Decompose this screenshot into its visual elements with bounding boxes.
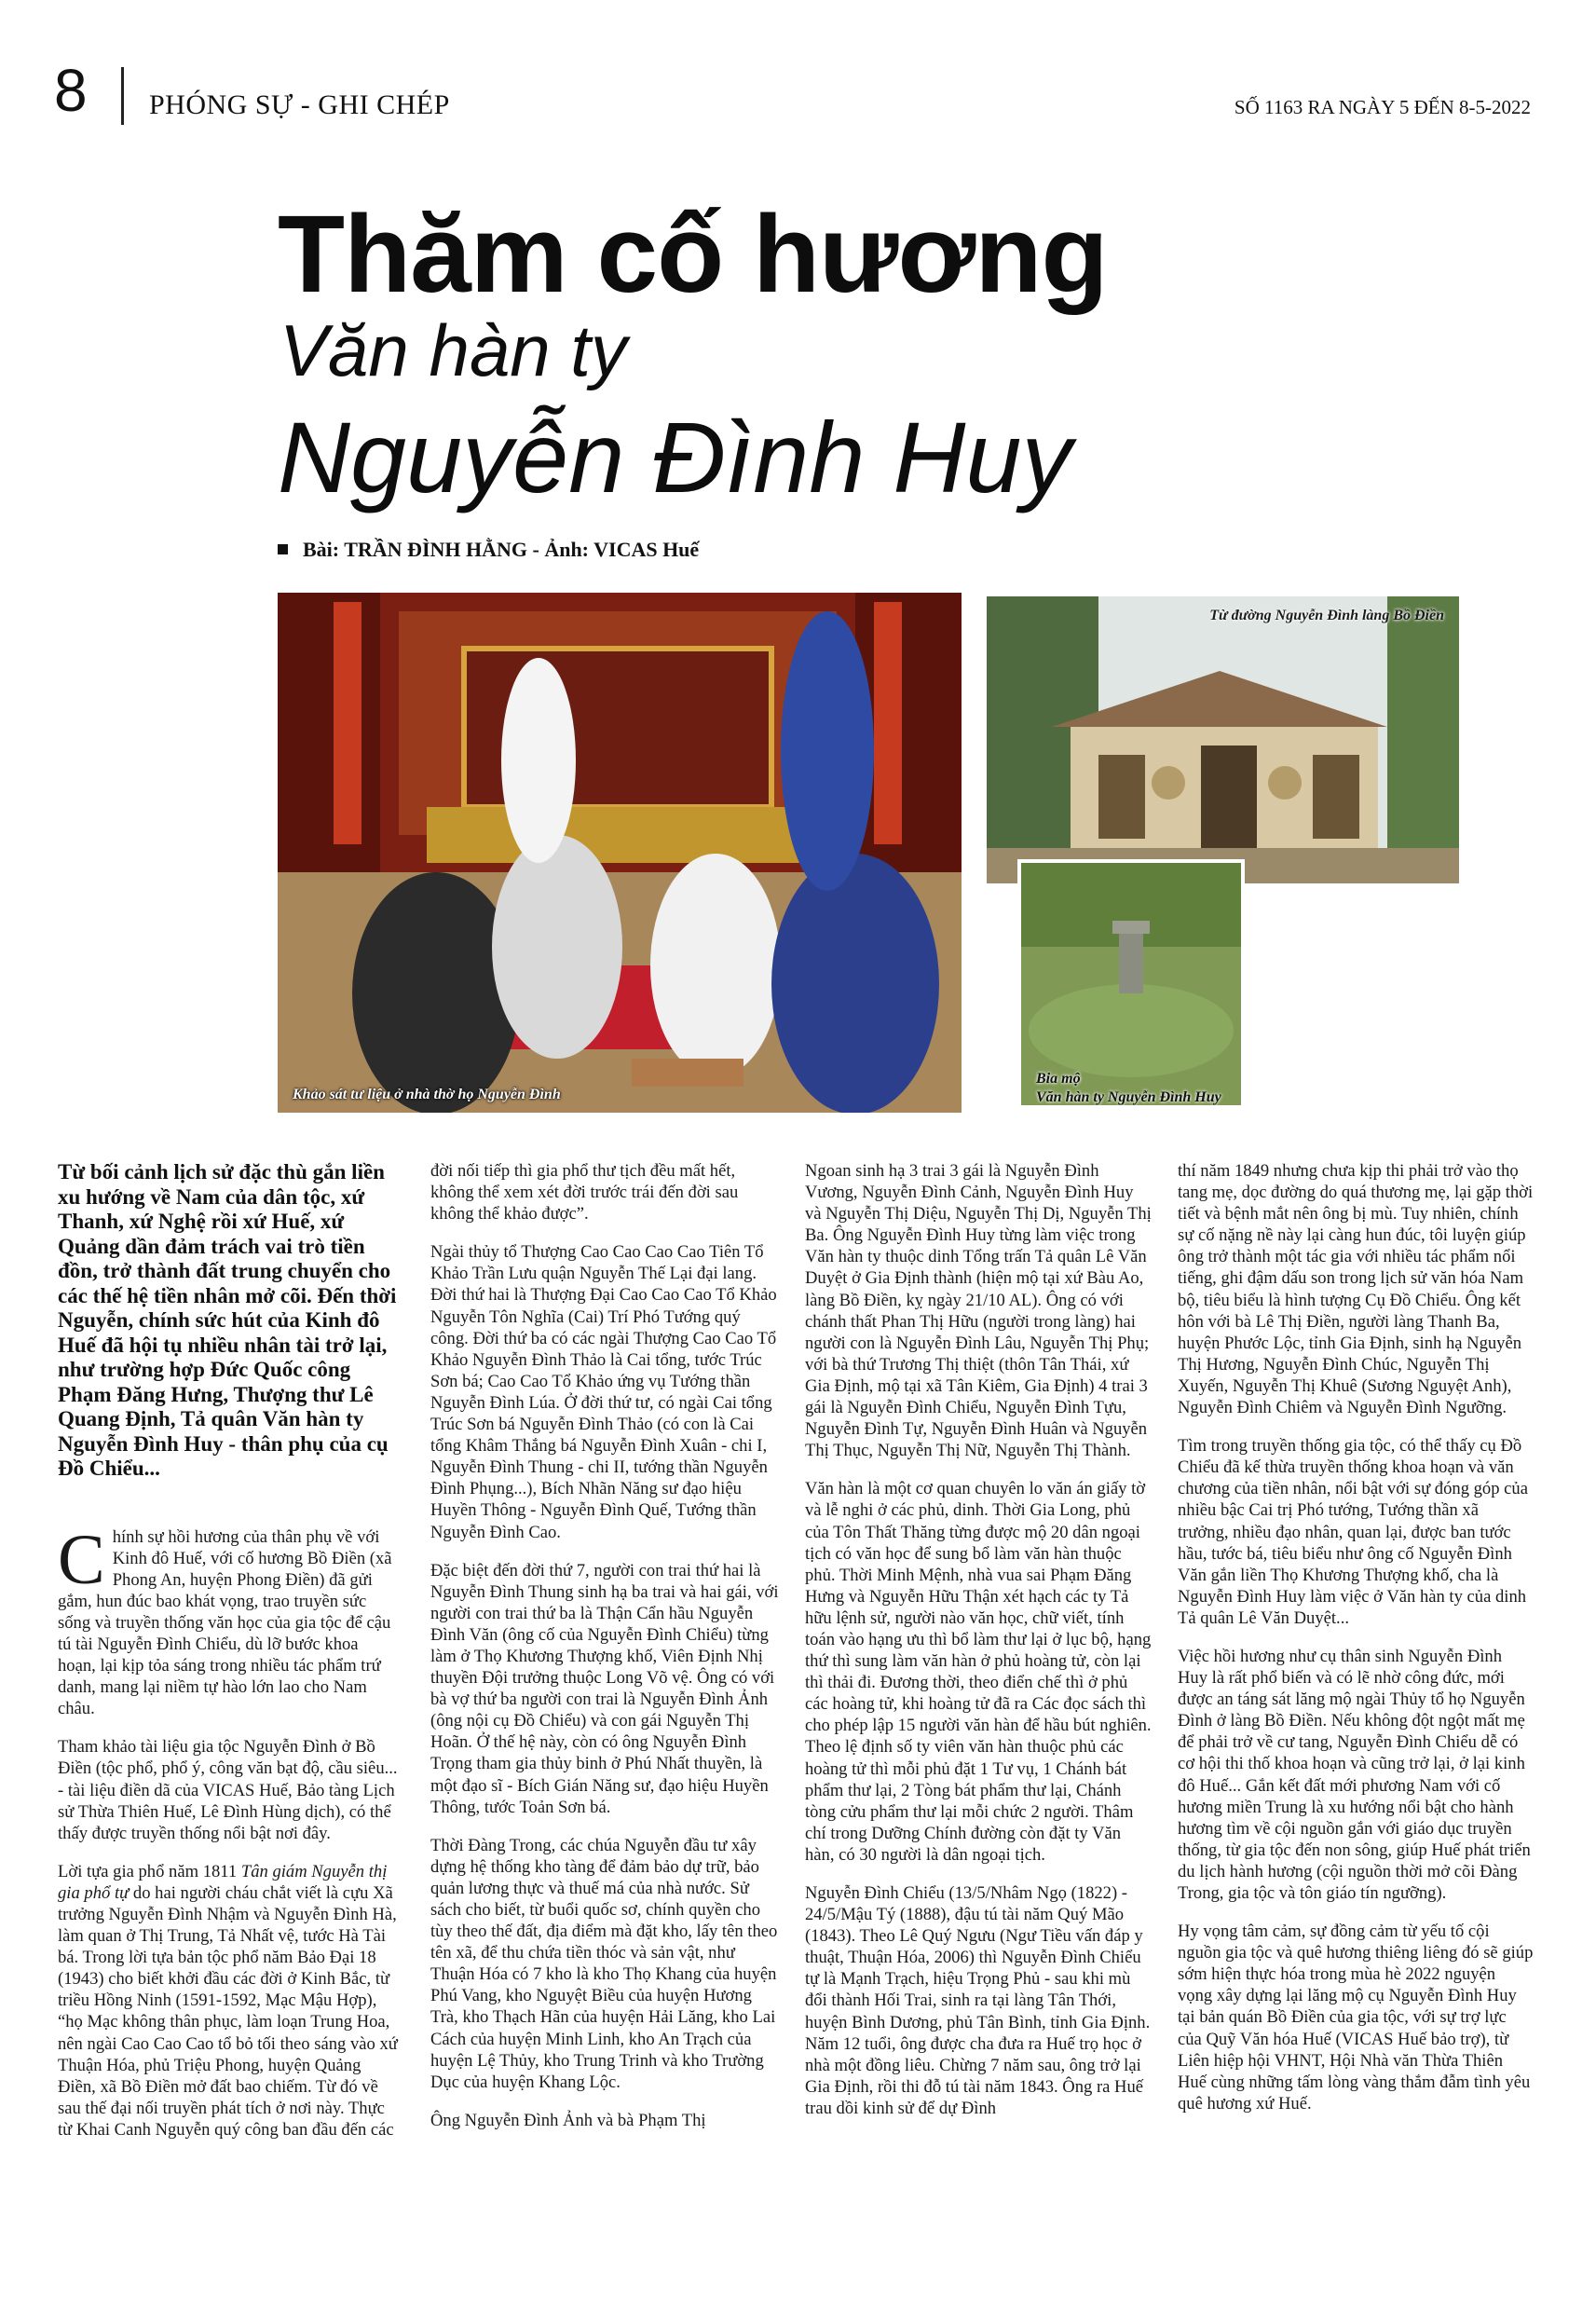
article-text: do hai người cháu chắt viết là cựu Xã trưởng Nguyễn Đình Nhậm và Nguyễn Đình Hà, làm quan ở Thị Trung, Tả Nhất vệ, tước Hà Tài bá. Trong lời tựa bản tộc phổ năm Bảo Đại 18 (1943) cho biết khởi đầu các đời ở Kinh Bắc, từ triều Hồng Ninh (1591-1592, Mạc Mậu Hợp), “họ Mạc không thân phục, làm loạn Trung Hoa, nên ngài Cao Cao Cao tổ bỏ tối theo sáng vào xứ Thuận Hóa, phủ Triệu Phong, huyện Quảng Điền, xã Bồ Điền mở đất bao chiếm. Từ đó về sau thế đại nối truyền phát tích ở nơi này. Thực từ Khai Canh Nguyễn quý công ban đầu đến các	[58, 1882, 398, 2140]
article-paragraph: Nguyễn Đình Chiểu (13/5/Nhâm Ngọ (1822) - 24/5/Mậu Tý (1888), đậu tú tài năm Quý Mão (1843). Theo Lê Quý Ngưu (Ngư Tiều vấn đáp y thuật, Thuận Hóa, 2006) thì Nguyễn Đình Chiểu tự là Mạnh Trạch, hiệu Trọng Phủ - sau khi mù đổi thành Hối Trai, sinh ra tại làng Tân Thới, huyện Bình Dương, phủ Tân Bình, tỉnh Gia Định. Năm 12 tuổi, ông được cha đưa ra Huế trọ học ở nhà một đồng liêu. Chừng 7 năm sau, ông trở lại Gia Định, rồi thi đỗ tú tài năm 1843. Ông ra Huế trau dồi kinh sử để dự Đình	[805, 1883, 1151, 2118]
bullet-square-icon	[278, 544, 288, 554]
article-paragraph: Hy vọng tâm cảm, sự đồng cảm từ yếu tố cội nguồn gia tộc và quê hương thiêng liêng đó sẽ giúp sớm hiện thực hóa trong mùa hè 2022 nguyện vọng xây dựng lại lăng mộ cụ Nguyễn Đình Huy tại bản quán Bồ Điền của gia tộc, với sự trợ lực của Quỹ Văn hóa Huế (VICAS Huế bảo trợ), từ Liên hiệp hội VHNT, Hội Nhà văn Thừa Thiên Huế cùng những tấm lòng vàng thắm đẫm tình yêu quê hương xứ Huế.	[1178, 1922, 1534, 2114]
article-text-italic: Tân giám Nguyễn thị gia phổ tự	[58, 1861, 388, 1903]
article-paragraph: thí năm 1849 nhưng chưa kịp thi phải trở vào thọ tang mẹ, dọc đường do quá thương mẹ, lại gặp thời tiết và bệnh mắt nên ông bị mù. Tuy nhiên, chính sự cố nặng nề này lại càng hun đúc, tôi luyện giúp ông trở thành một tác gia với nhiều tác phẩm nổi tiếng, ghi đậm dấu son trong lịch sử văn hóa Nam bộ, tiêu biểu là hình tượng Cụ Đồ Chiểu. Ông kết hôn với bà Lê Thị Điền, người làng Thanh Ba, huyện Phước Lộc, tỉnh Gia Định, sinh hạ Nguyễn Thị Hương, Nguyễn Đình Chúc, Nguyễn Thị Xuyến, Nguyễn Thị Khuê (Sương Nguyệt Anh), Nguyễn Đình Chiêm và Nguyễn Đình Ngưỡng.	[1178, 1161, 1534, 1418]
article-paragraph: Văn hàn là một cơ quan chuyên lo văn án giấy tờ và lễ nghi ở các phủ, dinh. Thời Gia Long, phủ của Tôn Thất Thăng từng được mộ 20 dân ngoại tịch có văn học để sung bổ làm văn hàn thuộc phủ. Thời Minh Mệnh, nhà vua sai Phạm Đăng Hưng và Nguyễn Hữu Thận xét hạch các ty Tả hữu lệnh sử, người nào văn học, chữ viết, tính toán vào hạng ưu thì bổ làm thư lại ở lục bộ, hạng thứ thì sung làm văn hàn ở phủ hoàng tử, còn lại thì thải đi. Đương thời, theo điển chế thì ở phủ các hoàng tử, khi hoàng tử đã ra Các đọc sách thì cho phép lập 15 người văn hàn để hầu bút nghiên. Theo lệ định số ty viên văn hàn thuộc phủ các hoàng tử thì mỗi phủ đặt 1 Tư vụ, 1 Chánh bát phẩm thư lại, 2 Tòng bát phẩm thư lại, Chánh tòng cửu phẩm thư lại mỗi chức 2 người. Thâm chí trong Dưỡng Chính đường còn đặt ty Văn hàn, có 30 người là dân ngoại tịch.	[805, 1479, 1152, 1865]
article-lede: Từ bối cảnh lịch sử đặc thù gắn liền xu hướng về Nam của dân tộc, xứ Thanh, xứ Nghệ rồi xứ Huế, xứ Quảng dần đảm trách vai trò tiền đồn, trở thành đất trung chuyển cho các thế hệ tiền nhân mở cõi. Đến thời Nguyễn, chính sức hút của Kinh đô Huế đã hội tụ nhiều nhân tài trở lại, như trường hợp Đức Quốc công Phạm Đăng Hưng, Thượng thư Lê Quang Định, Tả quân Văn hàn ty Nguyễn Đình Huy - thân phụ của cụ Đồ Chiểu...	[58, 1160, 397, 1480]
photo-altar-illustration	[278, 593, 962, 1113]
photo-ancestral-altar	[278, 593, 962, 1113]
article-text: Lời tựa gia phổ năm 1811	[58, 1861, 241, 1881]
article-column-4	[1178, 1160, 1534, 2131]
photo-temple-caption: Từ đường Nguyễn Đình làng Bồ Điền	[1209, 608, 1444, 623]
article-paragraph: Thời Đàng Trong, các chúa Nguyễn đầu tư xây dựng hệ thống kho tàng để đảm bảo dự trữ, bảo quản lương thực và thuế má của nhà nước. Sử sách cho biết, từ buổi quốc sơ, chính quyền cho tùy theo thế đất, địa điểm mà đặt kho, lấy tên theo tên xã, để thu chứa tiền thóc và sản vật, như Thuận Hóa có 7 kho là kho Thọ Khang của huyện Phú Vang, kho Nguyệt Biều của huyện Hương Trà, kho Thạch Hãn của huyện Hải Lăng, kho Lai Cách của huyện Minh Linh, kho An Trạch của huyện Lệ Thủy, kho Trung Trinh và kho Trường Dục của huyện Khang Lộc.	[430, 1835, 778, 2092]
byline-text: Bài: TRẦN ĐÌNH HẰNG - Ảnh: VICAS Huế	[303, 538, 700, 561]
photo-tombstone-caption	[1036, 1070, 1221, 1107]
article-column-2	[430, 1160, 781, 2148]
photo-temple-illustration	[987, 596, 1459, 883]
article-paragraph: Đặc biệt đến đời thứ 7, người con trai thứ hai là Nguyễn Đình Thung sinh hạ ba trai và hai gái, với người con trai thứ ba là Thận Cẩn hầu Nguyễn Đình Văn (ông cố của Nguyễn Đình Chiểu) từng làm ở Thọ Khương Thượng khố, Viên Định Nhị thuyền Đội trưởng thuộc Long Võ vệ. Ông có với bà vợ thứ ba người con trai là Nguyễn Đình Ảnh (ông nội cụ Đồ Chiểu) và con gái Nguyễn Thị Hoãn. Ở thế hệ này, còn có ông Nguyễn Đình Trọng tham gia thủy binh ở Phú Nhất thuyền, là một đạo sĩ - Bích Gián Năng sư, đạo hiệu Huyền Thông, tước Toản Sơn bá.	[430, 1560, 779, 1817]
photo-tombstone-illustration	[1021, 863, 1241, 1105]
photo-tombstone-caption-line1: Bia mộ	[1036, 1071, 1081, 1087]
photo-family-temple	[987, 596, 1459, 883]
photo-main-caption: Khảo sát tư liệu ở nhà thờ họ Nguyễn Đình	[293, 1087, 561, 1102]
article-title: Thăm cố hương	[278, 193, 1108, 316]
article-paragraph: đời nối tiếp thì gia phổ thư tịch đều mất hết, không thể xem xét đời trước trái đến đời sau không thể khảo được”.	[430, 1161, 739, 1224]
photo-tombstone-caption-line2: Văn hàn ty Nguyễn Đình Huy	[1036, 1089, 1221, 1105]
article-column-1	[58, 1160, 399, 2157]
section-name: PHÓNG SỰ - GHI CHÉP	[149, 89, 450, 120]
header-divider	[121, 67, 124, 125]
article-paragraph	[58, 1861, 399, 2141]
article-subtitle-line2: Nguyễn Đình Huy	[278, 401, 1072, 513]
article-column-3	[805, 1160, 1153, 2136]
article-paragraph: Tìm trong truyền thống gia tộc, có thể thấy cụ Đồ Chiểu đã kế thừa truyền thống khoa hoạn và văn chương của tiền nhân, nổi bật với sự đóng góp của nhiều bậc Cai trị Phó tướng, Tướng thần xã trưởng, nhiều đạo nhân, quan lại, được ban tước hầu, tước bá, tiêu biểu như ông cố Nguyễn Đình Văn gắn liền Thọ Khương Thượng khố, cha là Nguyễn Đình Huy làm việc ở Văn hàn ty của dinh Tả quân Lê Văn Duyệt...	[1178, 1436, 1528, 1628]
page-number: 8	[54, 57, 88, 124]
byline	[278, 538, 699, 562]
article-paragraph: Ngài thủy tổ Thượng Cao Cao Cao Cao Tiên Tổ Khảo Trần Lưu quận Nguyễn Thế Lại đại lang. Đời thứ hai là Thượng Đại Cao Cao Cao Tổ Khảo Nguyễn Tôn Nghĩa (Cai) Trí Phó Tướng quý công. Đời thứ ba có các ngài Thượng Cao Cao Tổ Khảo Nguyễn Đình Thảo là Cai tổng, tước Trúc Sơn bá; Cao Cao Tổ Khảo ứng vụ Tướng thần Nguyễn Đình Lúa. Ở đời thứ tư, có ngài Cai tổng Trúc Sơn bá Nguyễn Đình Thảo (có con là Cai tổng Khâm Thắng bá Nguyễn Đình Xuân - chi I, Nguyễn Đình Thung - chi II, tướng thần Nguyễn Đình Phụng...), Bích Nhãn Năng sư đạo hiệu Huyền Thông - Nguyễn Đình Quế, Tướng thần Nguyễn Đình Cao.	[430, 1242, 777, 1542]
article-paragraph: Ngoan sinh hạ 3 trai 3 gái là Nguyễn Đình Vương, Nguyễn Đình Cảnh, Nguyễn Đình Huy và Nguyễn Thị Diệu, Nguyễn Thị Dị, Nguyễn Thị Ba. Ông Nguyễn Đình Huy từng làm việc trong Văn hàn ty thuộc dinh Tổng trấn Tả quân Lê Văn Duyệt ở Gia Định thành (hiện mộ tại xứ Bàu Ao, làng Bồ Điền, kỵ ngày 21/10 AL). Ông có với chánh thất Phan Thị Hữu (người trong làng) hai người con là Nguyễn Đình Lâu, Nguyễn Thị Phụ; với bà thứ Trương Thị thiệt (thôn Tân Thái, xứ Gia Định, mộ tại xã Tân Kiêm, Gia Định) 4 trai 3 gái là Nguyễn Đình Chiểu, Nguyễn Đình Tựu, Nguyễn Đình Tự, Nguyễn Đình Huân và Nguyễn Thị Thục, Nguyễn Thị Nữ, Nguyễn Thị Thành.	[805, 1161, 1152, 1461]
article-subtitle-line1: Văn hàn ty	[280, 309, 627, 391]
article-paragraph: Chính sự hồi hương của thân phụ về với Kinh đô Huế, với cố hương Bồ Điền (xã Phong An, huyện Phong Điền) đã gửi gắm, hun đúc bao khát vọng, trao truyền sức sống và truyền thống văn học của gia tộc để cậu tú tài Nguyễn Đình Chiểu, dù lỡ bước khoa hoạn, lại kịp tỏa sáng trong nhiều tác phẩm trứ danh, mang lại niềm tự hào lớn lao cho Nam châu.	[58, 1520, 392, 1719]
article-paragraph: Tham khảo tài liệu gia tộc Nguyễn Đình ở Bồ Điền (tộc phổ, phổ ý, công văn bạt độ, cầu siêu... - tài liệu điền dã của VICAS Huế, Bảo tàng Lịch sử Thừa Thiên Huế, Lê Đình Hùng dịch), có thể thấy được truyền thống nổi bật nơi đây.	[58, 1737, 398, 1843]
article-paragraph: Ông Nguyễn Đình Ảnh và bà Phạm Thị	[430, 2110, 706, 2130]
issue-info: SỐ 1163 RA NGÀY 5 ĐẾN 8-5-2022	[1234, 96, 1531, 118]
article-paragraph: Việc hồi hương như cụ thân sinh Nguyễn Đình Huy là rất phổ biến và có lẽ nhờ công đức, mới được an táng sát lăng mộ ngài Thủy tổ họ Nguyễn Đình ở làng Bồ Điền. Nếu không đột ngột mất mẹ để phải trở về cư tang, Nguyễn Đình Chiểu dễ có cơ hội thi thố khoa hoạn và cũng trở lại, ở lại kinh đô Huế... Gắn kết đất mới phương Nam với cố hương miền Trung là xu hướng nổi bật cho hành hương tìm về cội nguồn gắn với giáo dục truyền thống, từ gia tộc đến non sông, giúp Huế phát triển du lịch hành hương (cội nguồn thời mở cõi Đàng Trong, gia tộc và tôn giáo tín ngưỡng).	[1178, 1646, 1531, 1903]
